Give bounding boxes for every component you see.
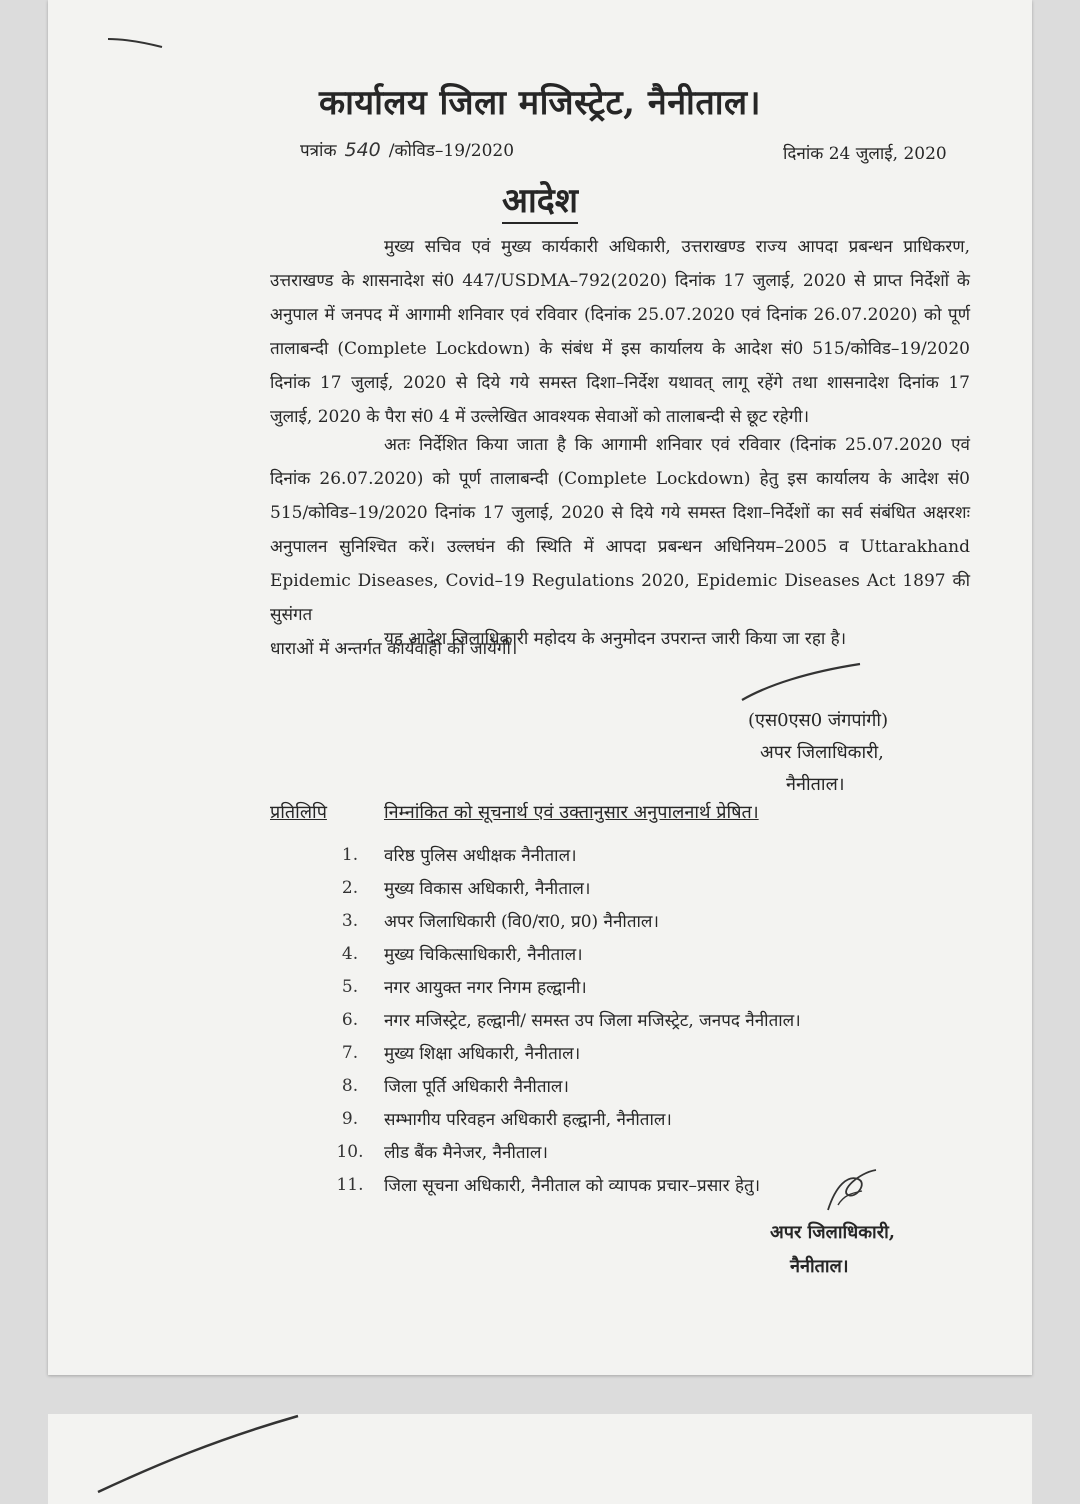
paragraph-line: दिनांक 17 जुलाई, 2020 से दिये गये समस्त दिशा–निर्देश यथावत् लागू रहेंगे तथा शासनादेश दिनांक 17 [270, 373, 970, 393]
initials-signature [818, 1165, 888, 1220]
paragraph-3: यह आदेश जिलाधिकारी महोदय के अनुमोदन उपरान्त जारी किया जा रहा है। [384, 629, 847, 649]
paragraph-line: धाराओं में अन्तर्गत कार्यवाही की जायेगी। [270, 639, 518, 659]
signatory-place: नैनीताल। [786, 774, 845, 795]
copy-title: निम्नांकित को सूचनार्थ एवं उक्तानुसार अनुपालनार्थ प्रेषित। [384, 802, 759, 823]
paragraph-line: उत्तराखण्ड के शासनादेश सं0 447/USDMA–792(2020) दिनांक 17 जुलाई, 2020 से प्राप्त निर्देशों के [270, 271, 970, 291]
order-heading [48, 176, 1032, 222]
recipient-list [316, 838, 956, 1201]
list-item-text: मुख्य विकास अधिकारी, नैनीताल। [384, 879, 591, 899]
list-item [316, 970, 956, 1003]
list-item-number: 5. [341, 976, 359, 997]
paragraph-line: अतः निर्देशित किया जाता है कि आगामी शनिवार एवं रविवार (दिनांक 25.07.2020 एवं [384, 435, 970, 455]
next-page-edge [48, 1414, 1032, 1504]
next-page-mark [98, 1414, 298, 1494]
list-item [316, 1102, 956, 1135]
list-item-number: 8. [341, 1075, 359, 1096]
office-title: कार्यालय जिला मजिस्ट्रेट, नैनीताल। [319, 83, 761, 123]
signatory-designation: अपर जिलाधिकारी, [760, 742, 884, 763]
list-item-number: 7. [341, 1042, 359, 1063]
corner-mark [106, 35, 166, 51]
reference-number [300, 138, 514, 161]
list-item-text: मुख्य शिक्षा अधिकारी, नैनीताल। [384, 1044, 581, 1064]
list-item-text: वरिष्ठ पुलिस अधीक्षक नैनीताल। [384, 846, 577, 866]
list-item-text: जिला पूर्ति अधिकारी नैनीताल। [384, 1077, 569, 1097]
list-item [316, 1003, 956, 1036]
order-date: दिनांक 24 जुलाई, 2020 [783, 144, 947, 164]
paragraph-line: जुलाई, 2020 के पैरा सं0 4 में उल्लेखित आवश्यक सेवाओं को तालाबन्दी से छूट रहेगी। [270, 407, 810, 427]
list-item-text: मुख्य चिकित्साधिकारी, नैनीताल। [384, 945, 583, 965]
signatory-name: (एस0एस0 जंगपांगी) [748, 710, 889, 731]
list-item-number: 3. [341, 910, 359, 931]
list-item [316, 904, 956, 937]
list-item-text: सम्भागीय परिवहन अधिकारी हल्द्वानी, नैनीताल। [384, 1110, 672, 1130]
copy-label: प्रतिलिपि [270, 802, 327, 823]
paragraph-line: तालाबन्दी (Complete Lockdown) के संबंध में इस कार्यालय के आदेश सं0 515/कोविड–19/2020 [270, 339, 970, 359]
list-item-text: अपर जिलाधिकारी (वि0/रा0, प्र0) नैनीताल। [384, 912, 659, 932]
paragraph-line: दिनांक 26.07.2020) को पूर्ण तालाबन्दी (Complete Lockdown) हेतु इस कार्यालय के आदेश सं0 [270, 469, 970, 489]
order-heading-text: आदेश [502, 181, 578, 224]
list-item-number: 9. [341, 1108, 359, 1129]
list-item-text: जिला सूचना अधिकारी, नैनीताल को व्यापक प्रचार–प्रसार हेतु। [384, 1176, 761, 1196]
list-item [316, 1069, 956, 1102]
list-item-number: 1. [341, 844, 359, 865]
paragraph-line: अनुपालन सुनिश्चित करें। उल्लघंन की स्थिति में आपदा प्रबन्धन अधिनियम–2005 व Uttarakhand [270, 537, 970, 557]
list-item-text: नगर आयुक्त नगर निगम हल्द्वानी। [384, 978, 587, 998]
closing-designation: अपर जिलाधिकारी, [770, 1222, 895, 1243]
paragraph-line: 515/कोविड–19/2020 दिनांक 17 जुलाई, 2020 से दिये गये समस्त दिशा–निर्देशों का सर्व संबंधित अक्षरशः [270, 503, 970, 523]
paragraph-line: Epidemic Diseases, Covid–19 Regulations 2020, Epidemic Diseases Act 1897 की सुसंगत [270, 571, 970, 625]
list-item-text: नगर मजिस्ट्रेट, हल्द्वानी/ समस्त उप जिला मजिस्ट्रेट, जनपद नैनीताल। [384, 1011, 801, 1031]
paragraph-line: मुख्य सचिव एवं मुख्य कार्यकारी अधिकारी, उत्तराखण्ड राज्य आपदा प्रबन्धन प्राधिकरण, [384, 237, 970, 257]
paragraph-line: अनुपाल में जनपद में आगामी शनिवार एवं रविवार (दिनांक 25.07.2020 एवं दिनांक 26.07.2020) को पूर्ण [270, 305, 970, 325]
list-item [316, 937, 956, 970]
list-item-number: 6. [341, 1009, 359, 1030]
signature-mark [738, 660, 868, 705]
reference-prefix: पत्रांक [300, 141, 337, 161]
reference-suffix: /कोविड–19/2020 [388, 141, 515, 161]
list-item [316, 1135, 956, 1168]
document-page [48, 0, 1032, 1375]
list-item-number: 4. [341, 943, 359, 964]
list-item [316, 871, 956, 904]
list-item [316, 1036, 956, 1069]
list-item-text: लीड बैंक मैनेजर, नैनीताल। [384, 1143, 548, 1163]
paragraph-1 [270, 230, 970, 434]
list-item [316, 838, 956, 871]
closing-place: नैनीताल। [790, 1256, 849, 1277]
reference-handwritten-number: 540 [344, 139, 381, 161]
list-item-number: 11. [336, 1174, 364, 1195]
list-item-number: 2. [341, 877, 359, 898]
list-item-number: 10. [336, 1141, 364, 1162]
